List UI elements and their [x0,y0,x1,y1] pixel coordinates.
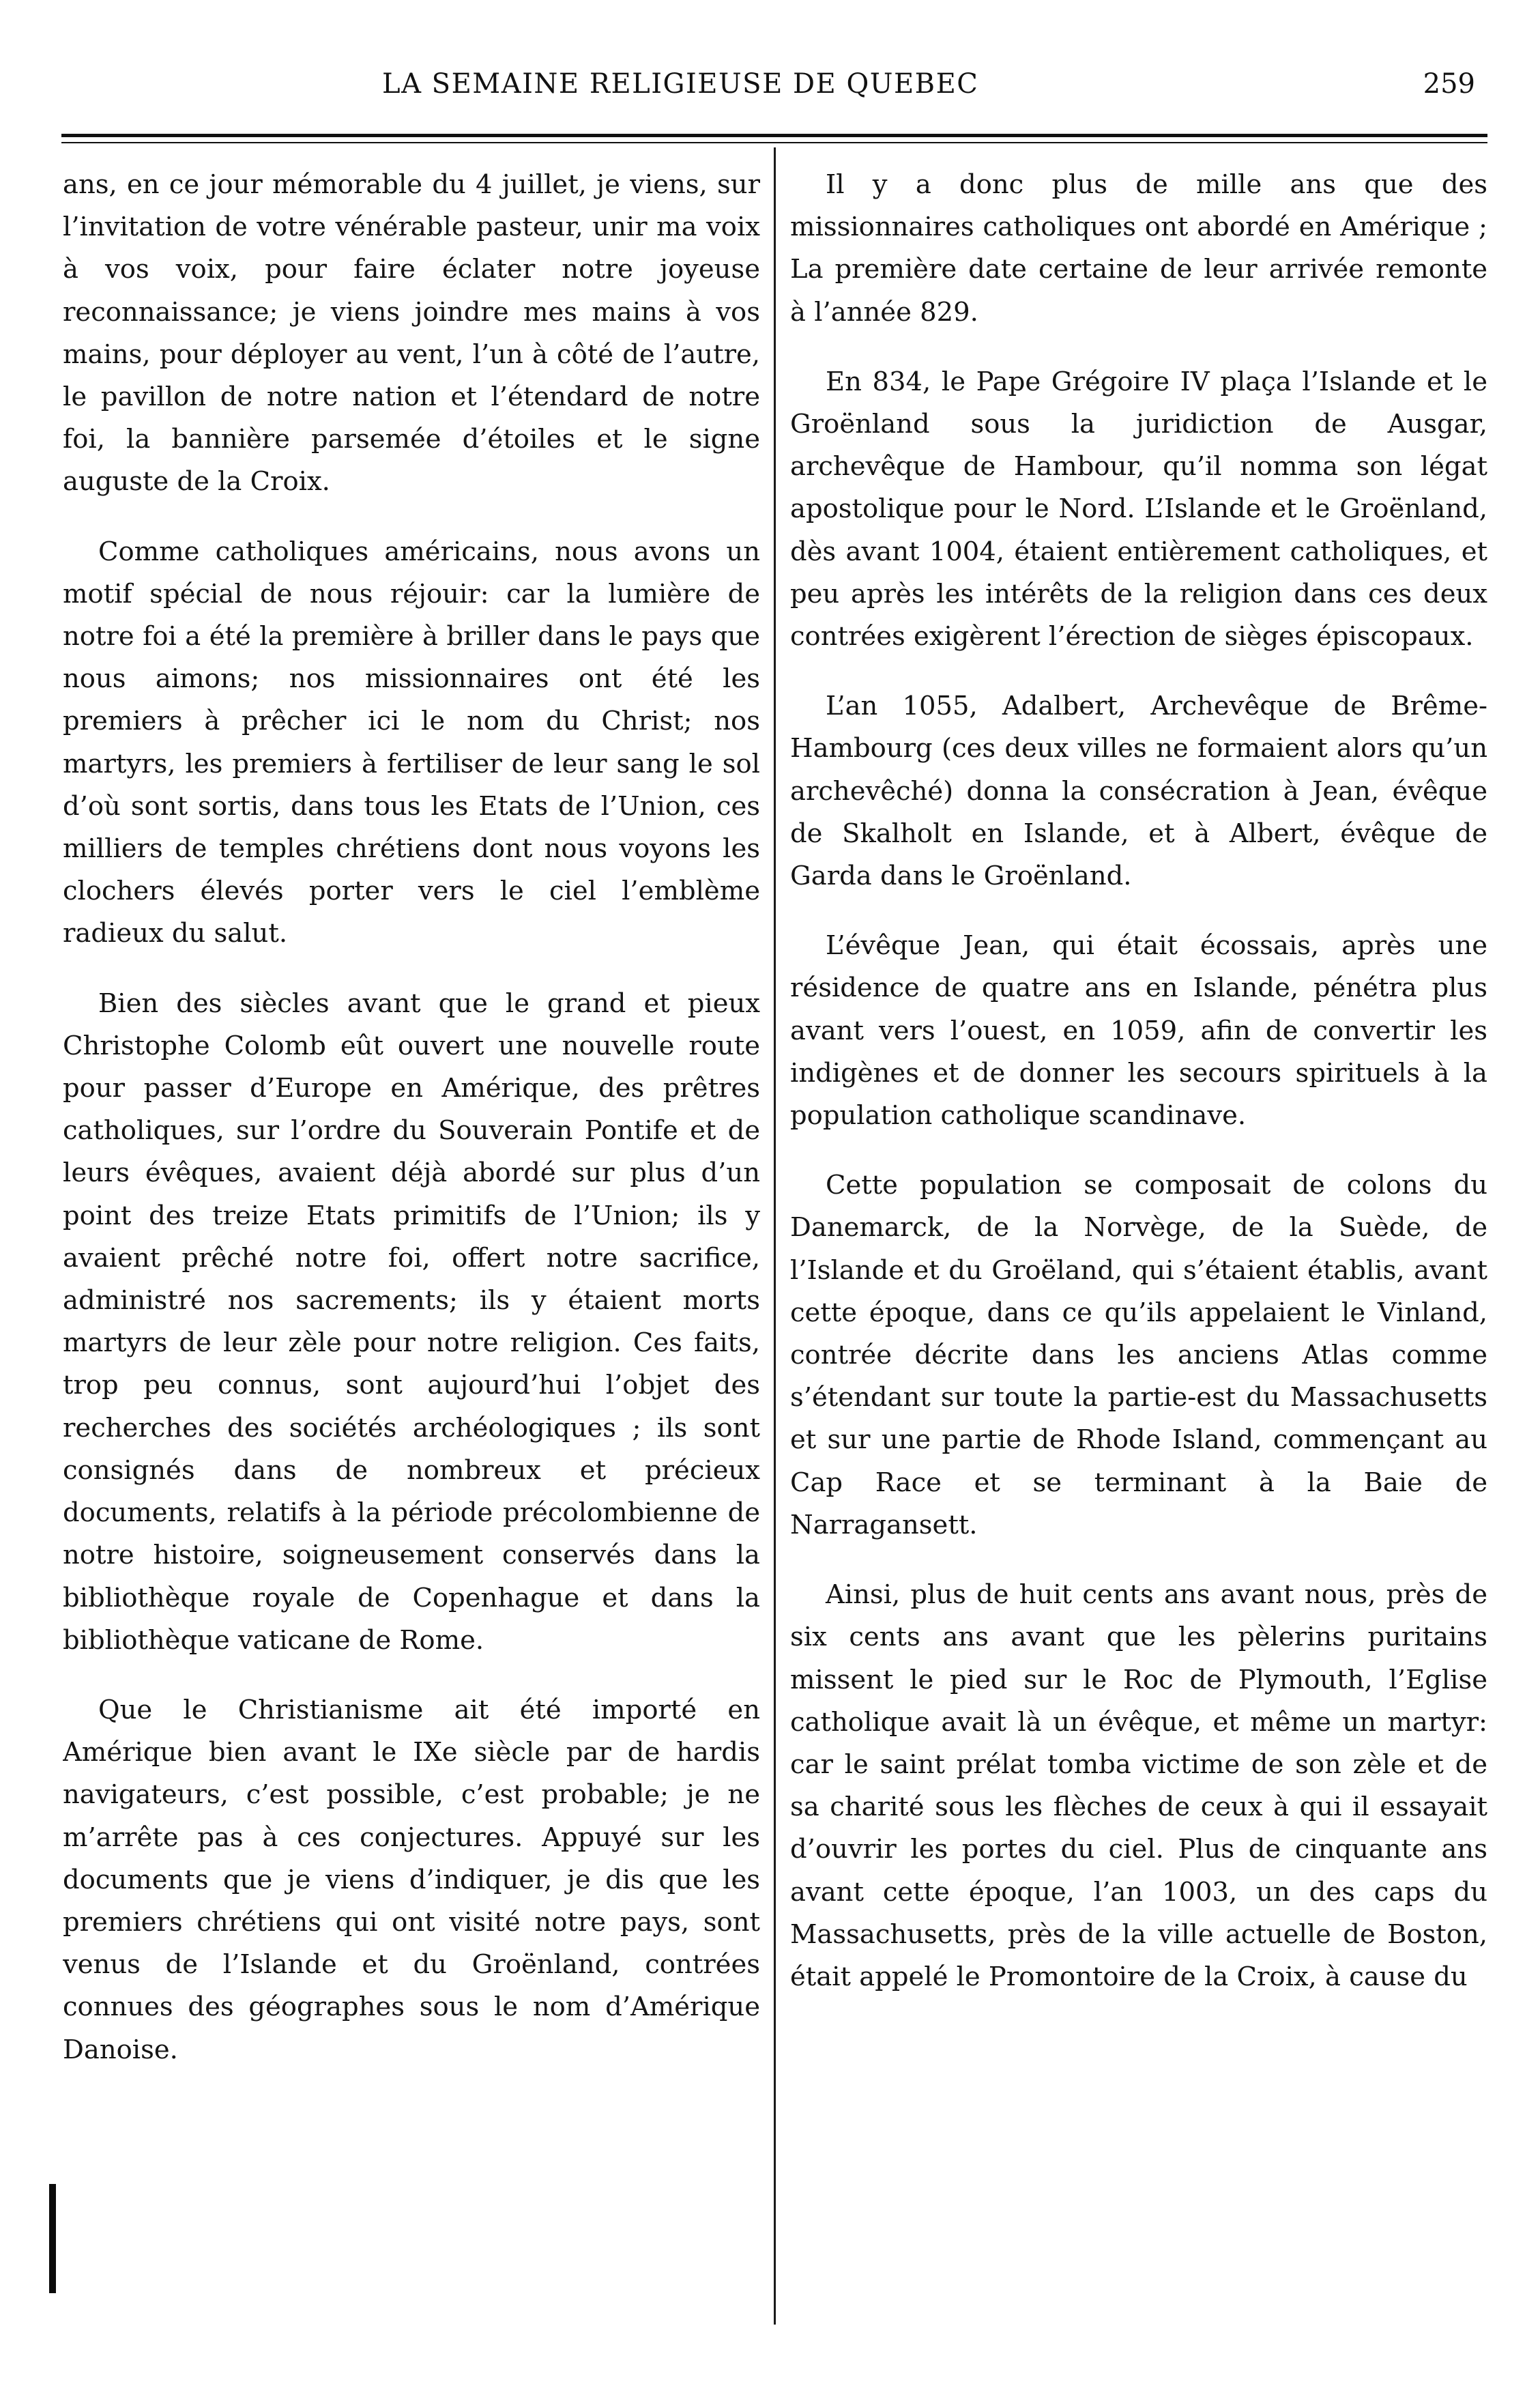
header-rule-thin [61,142,1487,143]
paragraph: L’évêque Jean, qui était écossais, après une résidence de quatre ans en Islande, pénétra plus avant vers l’ouest, en 1059, afin de convertir les indigènes et de donner les secours spirituels à la population catholique scandinave. [790,930,1487,1132]
paragraph: ans, en ce jour mémorable du 4 juillet, je viens, sur l’invitation de votre vénérable pasteur, unir ma voix à vos voix, pour faire éclater notre joyeuse reconnaissance; je viens joindre mes mains à vos mains, pour déployer au vent, l’un à côté de l’autre, le pavillon de notre nation et l’étendard de notre foi, la bannière parsemée d’étoiles et le signe auguste de la Croix. [63,169,760,498]
paragraph: Cette population se composait de colons du Danemarck, de la Norvège, de la Suède, de l’Islande et du Groëland, qui s’étaient établis, avant cette époque, dans ce qu’ils appelaient le Vinland, contrée décrite dans les anciens Atlas comme s’étendant sur toute la partie-est du Massachusetts et sur une partie de Rhode Island, commençant au Cap Race et se terminant à la Baie de Narragansett. [790,1170,1487,1540]
paragraph: Il y a donc plus de mille ans que des missionnaires catholiques ont abordé en Amérique ; La première date certaine de leur arrivée remonte à l’année 829. [790,169,1487,328]
paragraph: Bien des siècles avant que le grand et pieux Christophe Colomb eût ouvert une nouvelle route pour passer d’Europe en Amérique, des prêtres catholiques, sur l’ordre du Souverain Pontife et de leurs évêques, avaient déjà abordé sur plus d’un point des treize Etats primitifs de l’Union; ils y avaient prêché notre foi, offert notre sacrifice, administré nos sacrements; ils y étaient morts martyrs de leur zèle pour notre religion. Ces faits, trop peu connus, sont aujourd’hui l’objet des recherches des sociétés archéologiques ; ils sont consignés dans de nombreux et précieux documents, relatifs à la période précolombienne de notre histoire, soigneusement conservés dans la bibliothèque royale de Copenhague et dans la bibliothèque vaticane de Rome. [63,988,760,1656]
paragraph: Ainsi, plus de huit cents ans avant nous, près de six cents ans avant que les pèlerins puritains missent le pied sur le Roc de Plymouth, l’Eglise catholique avait là un évêque, et même un martyr: car le saint prélat tomba victime de son zèle et de sa charité sous les flèches de ceux à qui il essayait d’ouvrir les portes du ciel. Plus de cinquante ans avant cette époque, l’an 1003, un des caps du Massachusetts, près de la ville actuelle de Boston, était appelé le Promontoire de la Croix, à cause du [790,1579,1487,1992]
paragraph: Que le Christianisme ait été importé en Amérique bien avant le IXe siècle par de hardis navigateurs, c’est possible, c’est probable; je ne m’arrête pas à ces conjectures. Appuyé sur les documents que je viens d’indiquer, je dis que les premiers chrétiens qui ont visité notre pays, sont venus de l’Islande et du Groënland, contrées connues des géographes sous le nom d’Amérique Danoise. [63,1694,760,2065]
right-column [790,164,1487,2334]
header-rule-thick [61,134,1487,137]
page-header [61,48,1487,123]
left-column [63,164,760,2334]
paragraph: Comme catholiques américains, nous avons un motif spécial de nous réjouir: car la lumière de notre foi a été la première à briller dans le pays que nous aimons; nos missionnaires ont été les premiers à prêcher ici le nom du Christ; nos martyrs, les premiers à fertiliser de leur sang le sol d’où sont sortis, dans tous les Etats de l’Union, ces milliers de temples chrétiens dont nous voyons les clochers élevés porter vers le ciel l’emblème radieux du salut. [63,536,760,949]
paragraph: En 834, le Pape Grégoire IV plaça l’Islande et le Groënland sous la juridiction de Ausgar, archevêque de Hambour, qu’il nomma son légat apostolique pour le Nord. L’Islande et le Groënland, dès avant 1004, étaient entièrement catholiques, et peu après les intérêts de la religion dans ces deux contrées exigèrent l’érection de sièges épiscopaux. [790,366,1487,652]
paragraph: L’an 1055, Adalbert, Archevêque de Brême-Hambourg (ces deux villes ne formaient alors qu’un archevêché) donna la consécration à Jean, évêque de Skalholt en Islande, et à Albert, évêque de Garda dans le Groënland. [790,691,1487,892]
column-divider [774,147,776,2325]
running-title: LA SEMAINE RELIGIEUSE DE QUEBEC [382,68,979,100]
binding-margin-mark [49,2184,56,2293]
page-number: 259 [1423,68,1475,100]
